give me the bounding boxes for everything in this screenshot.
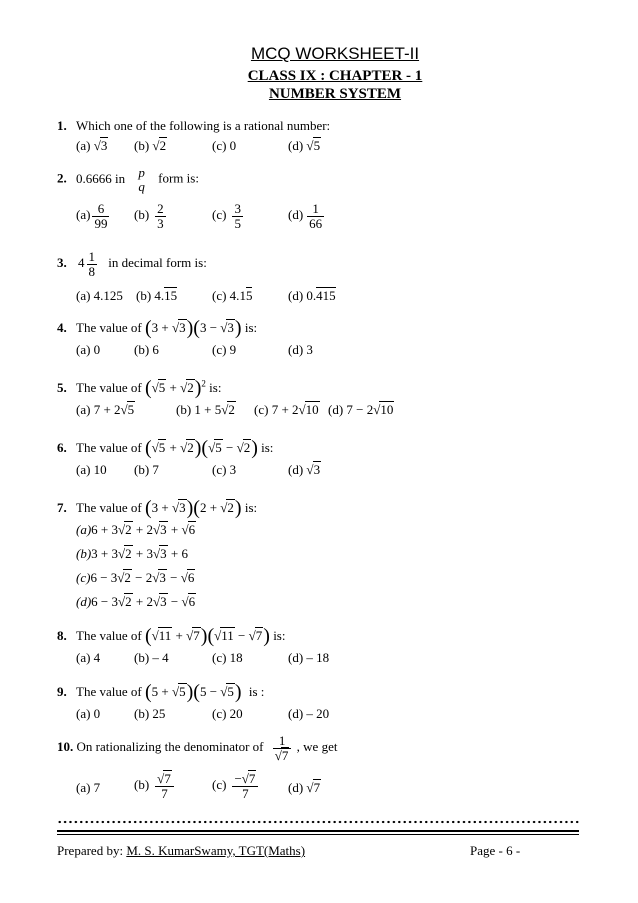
q2-option-d: (d) $\frac{1}{66}$ (288, 201, 323, 231)
q8-option-d: (d) – 18 (288, 650, 330, 665)
q3-option-a: (a) 4.125 (76, 288, 123, 303)
p-over-q-fraction: p q (138, 165, 145, 194)
q2-option-b: (b) $\frac{2}{3}$ (134, 201, 164, 231)
question-1 (57, 118, 330, 134)
question-number: 1. (57, 118, 67, 133)
q3-option-d: (d) 0.415 (288, 288, 336, 303)
q7-option-c: (c)6 − 3√2 − 2√3 − √6 (76, 570, 195, 585)
q1-option-d: (d) √5 (288, 138, 321, 153)
q7-option-a: (a)6 + 3√2 + 2√3 + √6 (76, 522, 196, 537)
q5-option-b: (b) 1 + 5√2 (176, 402, 235, 417)
q1-option-a: (a) √3 (76, 138, 108, 153)
q4-option-c: (c) 9 (212, 342, 237, 357)
class-heading: CLASS IX : CHAPTER - 1 (247, 68, 423, 84)
q6-option-c: (c) 3 (212, 462, 237, 477)
q5-option-d: (d) 7 − 2√10 (328, 402, 394, 417)
q7-option-d: (d)6 − 3√2 + 2√3 − √6 (76, 594, 196, 609)
q2-option-a: (a) $\frac{6}{99}$ (76, 201, 108, 231)
footer-rule-thin (57, 834, 579, 835)
footer-page-number: Page - 6 - (470, 843, 521, 858)
question-3: 3. 4 $\frac{1}{8}$ in decimal form is: (57, 249, 207, 279)
question-text: Which one of the following is a rational number: (76, 118, 331, 133)
q9-option-a: (a) 0 (76, 706, 101, 721)
q6-option-d: (d) √3 (288, 462, 321, 477)
q10-option-b: (b) $\frac{√7}{7}$ (134, 772, 176, 800)
q9-option-b: (b) 25 (134, 706, 166, 721)
q6-option-a: (a) 10 (76, 462, 107, 477)
q8-option-a: (a) 4 (76, 650, 101, 665)
footer-author: M. S. KumarSwamy, TGT(Maths) (126, 843, 306, 858)
q2-option-c: (c) $\frac{3}{5}$ (212, 201, 241, 231)
q4-option-b: (b) 6 (134, 342, 159, 357)
q8-option-b: (b) – 4 (134, 650, 169, 665)
q10-option-a: (a) 7 (76, 780, 101, 795)
question-10: 10. On rationalizing the denominator of $\frac{1}{√7}$ , we get (57, 733, 338, 763)
q9-option-c: (c) 20 (212, 706, 243, 721)
q4-option-a: (a) 0 (76, 342, 101, 357)
question-4: 4. The value of (3 + √3)(3 − √3) is: (57, 317, 258, 339)
q10-option-d: (d) √7 (288, 780, 321, 795)
q4-option-d: (d) 3 (288, 342, 313, 357)
question-6: 6. The value of (√5 + √2)(√5 − √2) is: (57, 437, 274, 459)
q10-option-c: (c) $\frac{-√7}{7}$ (212, 772, 260, 800)
q5-option-a: (a) 7 + 2√5 (76, 402, 135, 417)
question-9: 9. The value of (5 + √5)(5 − √5) is : (57, 681, 265, 703)
footer-rule-thick (57, 830, 579, 832)
q1-option-c: (c) 0 (212, 138, 237, 153)
worksheet-title: MCQ WORKSHEET-II (250, 44, 420, 63)
footer-prepared-by: Prepared by: M. S. KumarSwamy, TGT(Maths) (57, 843, 306, 858)
q5-option-c: (c) 7 + 2√10 (254, 402, 319, 417)
question-2: 2. 0.6666 in p q form is: (57, 165, 199, 194)
q3-option-c: (c) 4.15 (212, 288, 253, 303)
q6-option-b: (b) 7 (134, 462, 159, 477)
question-7: 7. The value of (3 + √3)(2 + √2) is: (57, 497, 258, 519)
chapter-heading: NUMBER SYSTEM (268, 86, 402, 102)
q1-option-b: (b) √2 (134, 138, 167, 153)
dotted-divider (57, 820, 579, 824)
question-5: 5. The value of $(√5 + √2)^2$ is: (57, 377, 222, 399)
question-8: 8. The value of (√11 + √7)(√11 − √7) is: (57, 625, 286, 647)
q7-option-b: (b)3 + 3√2 + 3√3 + 6 (76, 546, 188, 561)
q9-option-d: (d) – 20 (288, 706, 330, 721)
q8-option-c: (c) 18 (212, 650, 243, 665)
q3-option-b: (b) 4.15 (136, 288, 178, 303)
